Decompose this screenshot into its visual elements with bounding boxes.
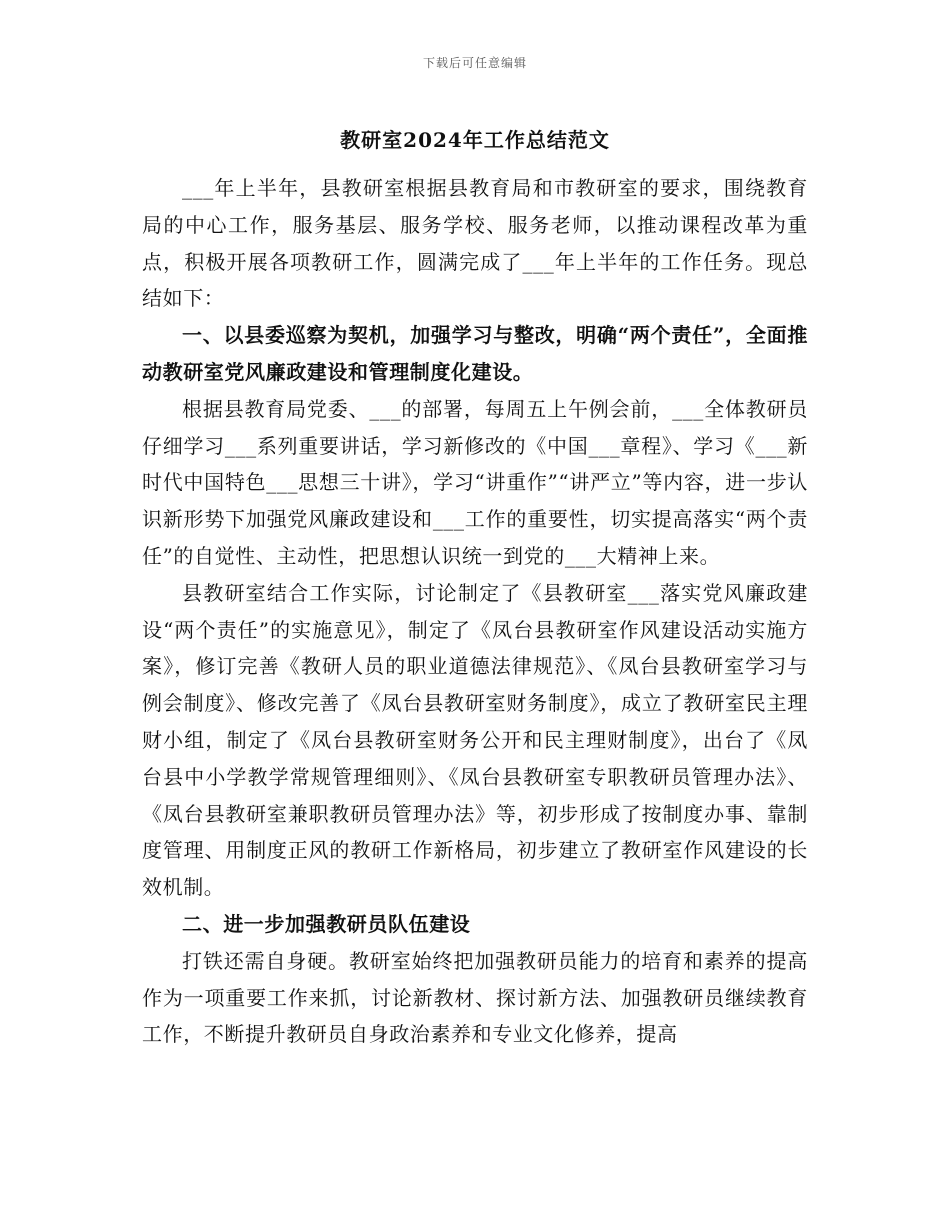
body-paragraph: 根据县教育局党委、___的部署，每周五上午例会前，___全体教研员仔细学习___系列重要讲话，学习新修改的《中国___章程》、学习《___新时代中国特色___思想三十讲》，学习“讲重作”“讲严立”等内容，进一步认识新形势下加强党风廉政建设和___工作的重要性，切实提高落实“两个责任”的自觉性、主动性，把思想认识统一到党的___大精神上来。 [142,396,808,568]
intro-paragraph: ___年上半年，县教研室根据县教育局和市教研室的要求，围绕教育局的中心工作，服务基层、服务学校、服务老师，以推动课程改革为重点，积极开展各项教研工作，圆满完成了___年上半年的工作任务。现总结如下： [142,176,808,311]
section-heading-2: 二、进一步加强教研员队伍建设 [182,911,471,936]
document-body [142,170,808,1053]
body-paragraph: 打铁还需自身硬。教研室始终把加强教研员能力的培育和素养的提高作为一项重要工作来抓，讨论新教材、探讨新方法、加强教研员继续教育工作，不断提升教研员自身政治素养和专业文化修养，提高 [142,948,808,1047]
document-title: 教研室2024年工作总结范文 [340,128,610,152]
header-note: 下载后可任意编辑 [422,56,527,70]
section-heading-1: 一、以县委巡察为契机，加强学习与整改，明确“两个责任”，全面推动教研室党风廉政建设和管理制度化建设。 [142,323,808,384]
body-paragraph: 县教研室结合工作实际，讨论制定了《县教研室___落实党风廉政建设“两个责任”的实施意见》，制定了《凤台县教研室作风建设活动实施方案》，修订完善《教研人员的职业道德法律规范》、《凤台县教研室学习与例会制度》、修改完善了《凤台县教研室财务制度》，成立了教研室民主理财小组，制定了《凤台县教研室财务公开和民主理财制度》，出台了《凤台县中小学教学常规管理细则》、《凤台县教研室专职教研员管理办法》、《凤台县教研室兼职教研员管理办法》等，初步形成了按制度办事、靠制度管理、用制度正风的教研工作新格局，初步建立了教研室作风建设的长效机制。 [142,580,808,900]
